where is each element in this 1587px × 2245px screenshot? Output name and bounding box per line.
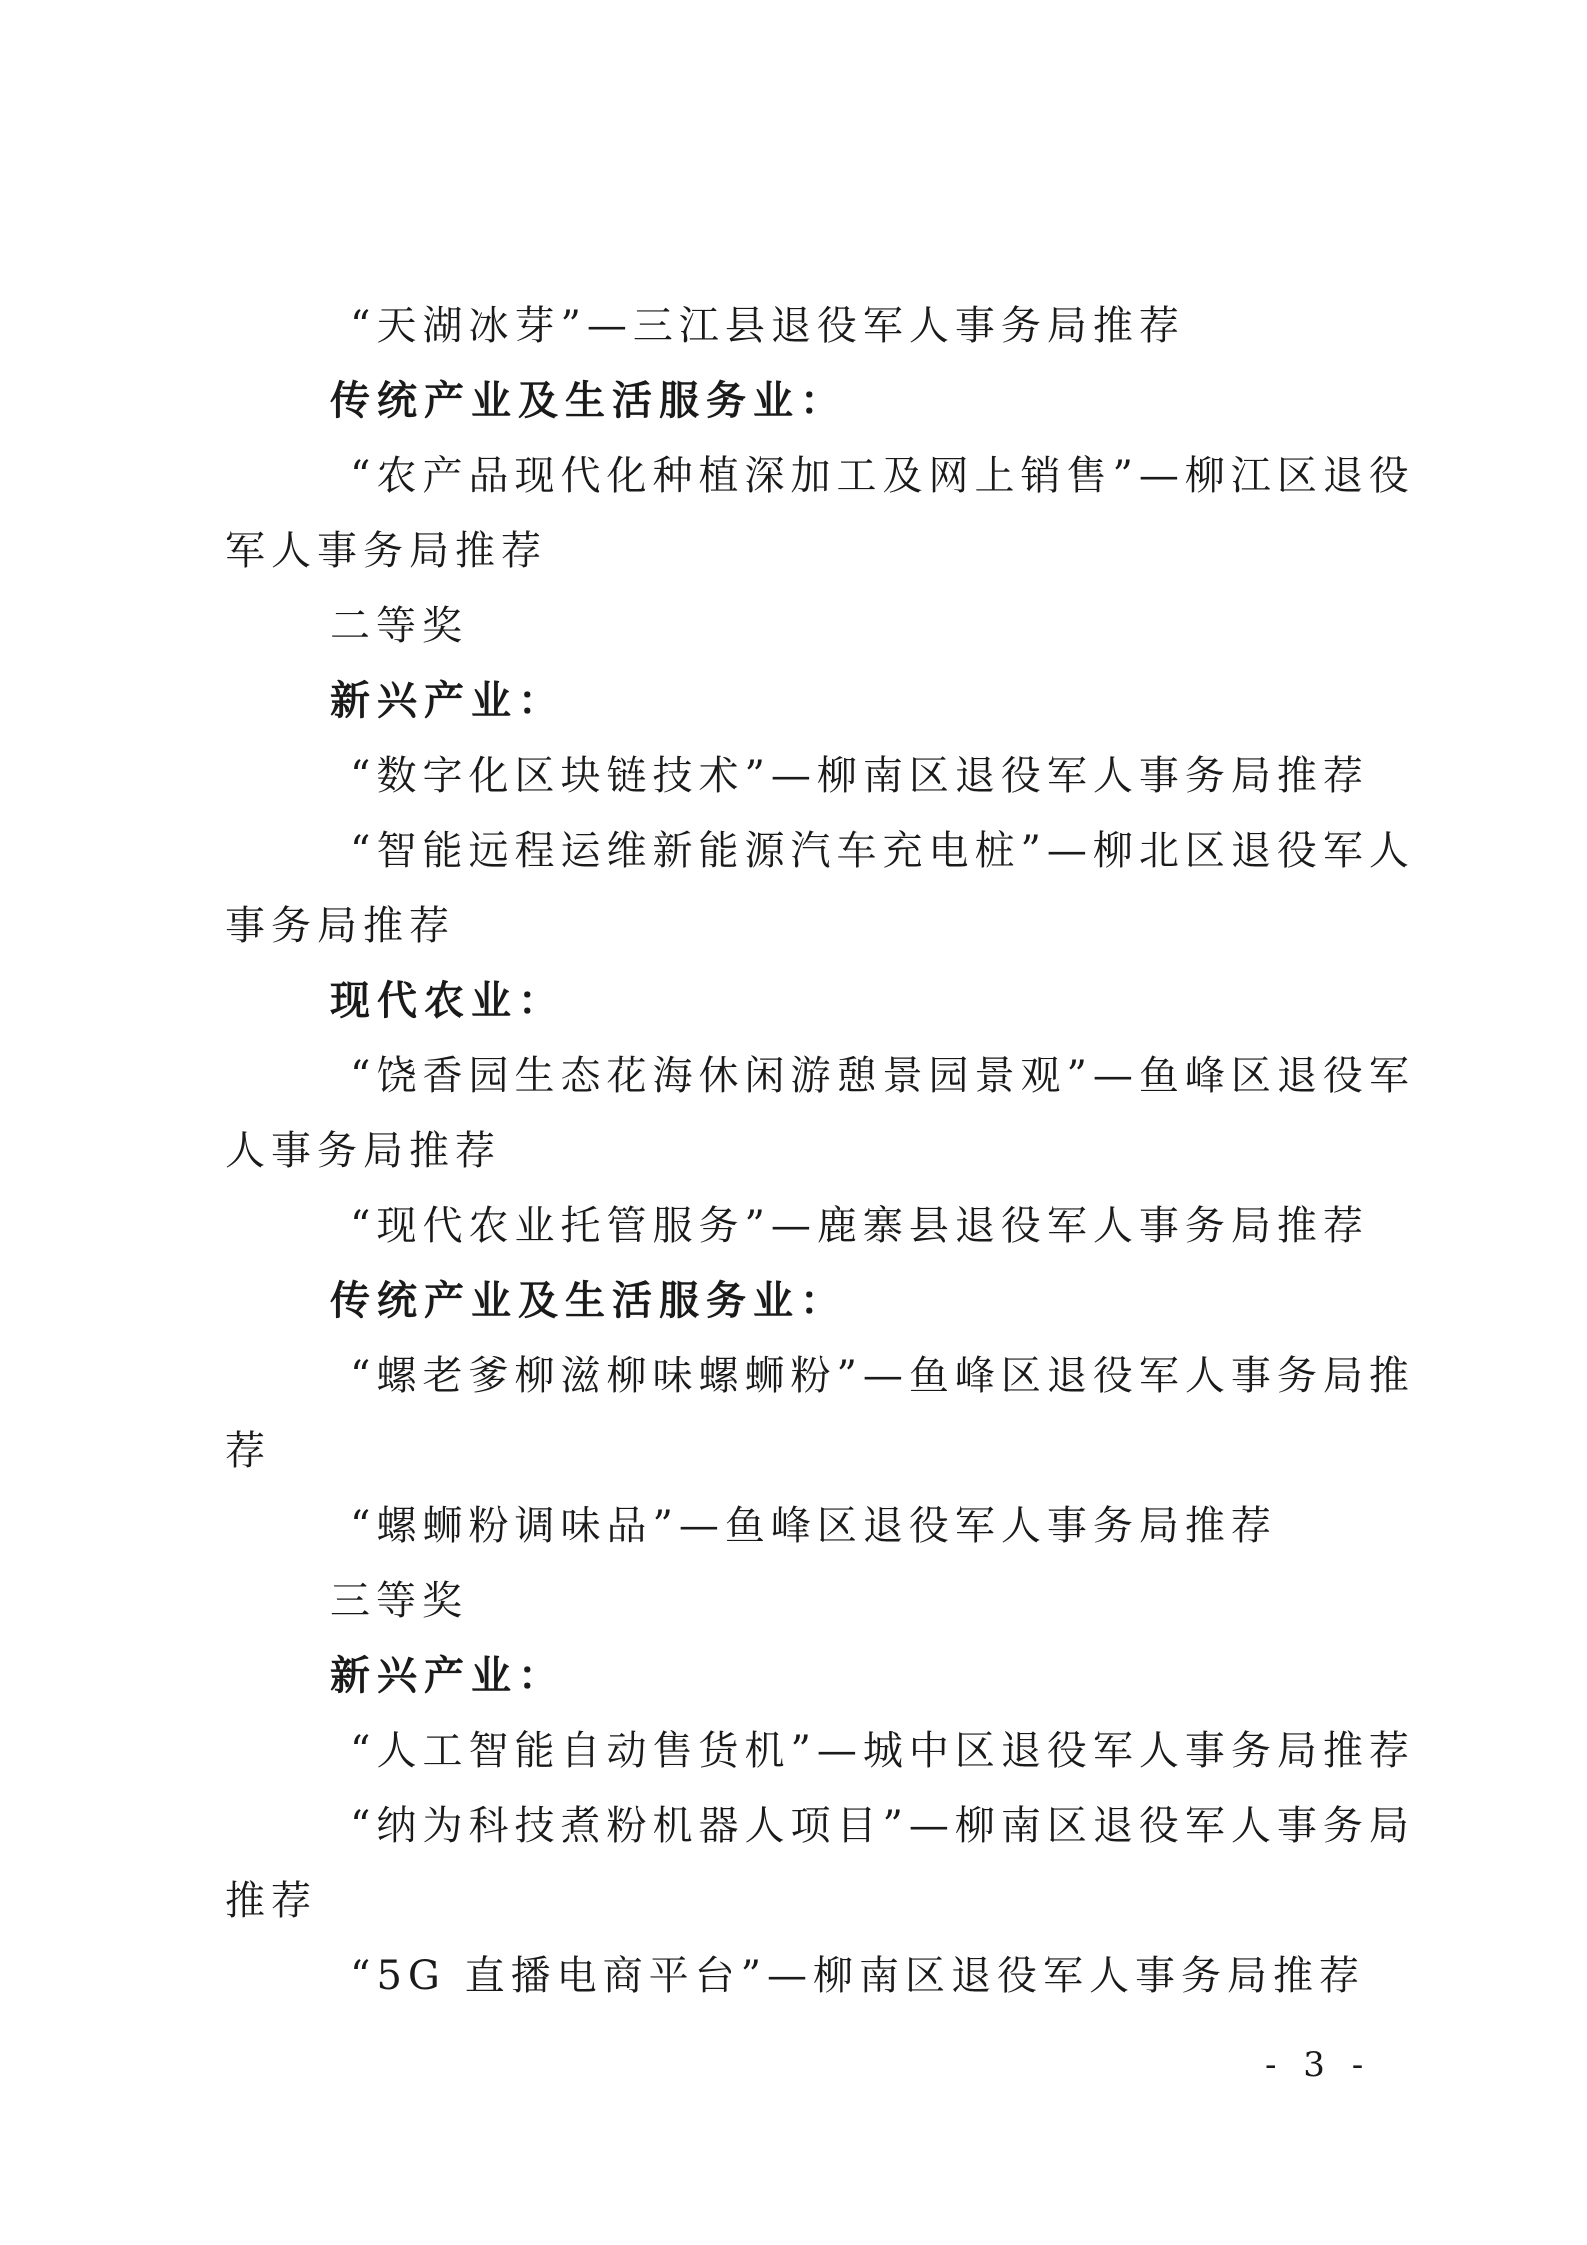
entry-vending-machine: “人工智能自动售货机”—城中区退役军人事务局推荐 [350, 1728, 1415, 1774]
entry-agri-products-cont: 军人事务局推荐 [225, 528, 547, 574]
entry-flower-sea-cont: 人事务局推荐 [225, 1128, 501, 1174]
category-heading-modern-agri: 现代农业： [330, 978, 565, 1024]
entry-5g-ecommerce: “5G 直播电商平台”—柳南区退役军人事务局推荐 [350, 1953, 1366, 1999]
entry-luosifen-cont: 荐 [225, 1428, 271, 1474]
award-second-prize: 二等奖 [330, 603, 468, 649]
entry-charging-pile: “智能远程运维新能源汽车充电桩”—柳北区退役军人 [350, 828, 1415, 874]
entry-flower-sea: “饶香园生态花海休闲游憩景园景观”—鱼峰区退役军 [350, 1053, 1415, 1099]
entry-noodle-robot-cont: 推荐 [225, 1878, 317, 1924]
entry-luosifen: “螺老爹柳滋柳味螺蛳粉”—鱼峰区退役军人事务局推 [350, 1353, 1415, 1399]
award-third-prize: 三等奖 [330, 1578, 468, 1624]
entry-blockchain: “数字化区块链技术”—柳南区退役军人事务局推荐 [350, 753, 1369, 799]
entry-noodle-robot: “纳为科技煮粉机器人项目”—柳南区退役军人事务局 [350, 1803, 1415, 1849]
page-number: - 3 - [1265, 2045, 1372, 2085]
entry-seasoning: “螺蛳粉调味品”—鱼峰区退役军人事务局推荐 [350, 1503, 1277, 1549]
category-heading-emerging: 新兴产业： [330, 678, 565, 724]
category-heading-traditional-2: 传统产业及生活服务业： [330, 1278, 847, 1324]
entry-tianhu-bingya: “天湖冰芽”—三江县退役军人事务局推荐 [350, 303, 1185, 349]
entry-agri-trusteeship: “现代农业托管服务”—鹿寨县退役军人事务局推荐 [350, 1203, 1369, 1249]
entry-charging-pile-cont: 事务局推荐 [225, 903, 455, 949]
category-heading-emerging-2: 新兴产业： [330, 1653, 565, 1699]
entry-agri-products: “农产品现代化种植深加工及网上销售”—柳江区退役 [350, 453, 1415, 499]
category-heading-traditional: 传统产业及生活服务业： [330, 378, 847, 424]
